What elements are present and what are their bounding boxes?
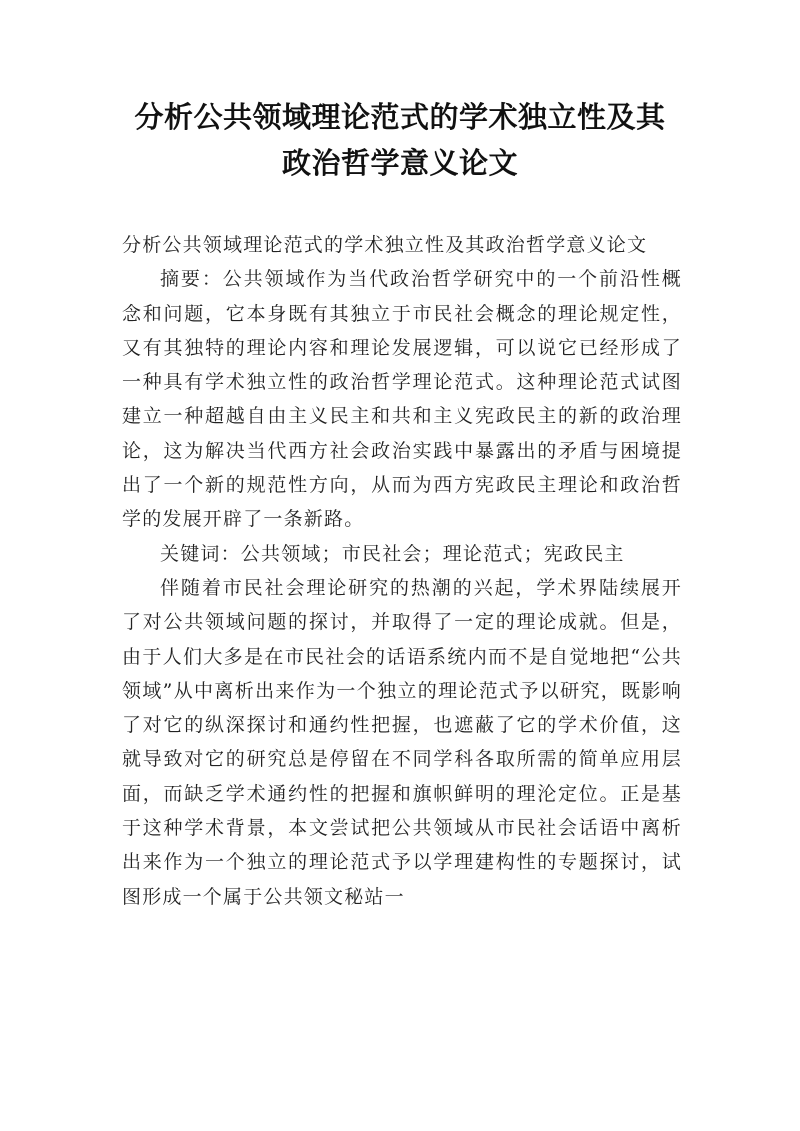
document-title xyxy=(60,94,740,186)
document-title-line-2: 政治哲学意义论文 xyxy=(281,146,518,180)
document-title-line-1: 分析公共领域理论范式的学术独立性及其 xyxy=(134,100,666,134)
document-subtitle: 分析公共领域理论范式的学术独立性及其政治哲学意义论文 xyxy=(122,234,648,256)
abstract-paragraph: 摘要：公共领域作为当代政治哲学研究中的一个前沿性概念和问题，它本身既有其独立于市民社会概念的理论规定性，又有其独特的理论内容和理论发展逻辑，可以说它已经形成了一种具有学术独立性的政治哲学理论范式。这种理论范式试图建立一种超越自由主义民主和共和主义宪政民主的新的政治理论，这为解决当代西方社会政治实践中暴露出的矛盾与困境提出了一个新的规范性方向，从而为西方宪政民主理论和政治哲学的发展开辟了一条新路。 xyxy=(122,268,682,531)
body-paragraph: 伴随着市民社会理论研究的热潮的兴起，学术界陆续展开了对公共领域问题的探讨，并取得了一定的理论成就。但是，由于人们大多是在市民社会的话语系统内而不是自觉地把“公共领域”从中离析出来作为一个独立的理论范式予以研究，既影响了对它的纵深探讨和通约性把握，也遮蔽了它的学术价值，这就导致对它的研究总是停留在不同学科各取所需的简单应用层面，而缺乏学术通约性的把握和旗帜鲜明的理沦定位。正是基于这种学术背景，本文尝试把公共领域从市民社会话语中离析出来作为一个独立的理论范式予以学理建构性的专题探讨，试图形成一个属于公共领文秘站一 xyxy=(122,576,682,908)
keywords-paragraph: 关键词：公共领域；市民社会；理论范式；宪政民主 xyxy=(160,542,625,565)
document-body xyxy=(122,228,682,914)
